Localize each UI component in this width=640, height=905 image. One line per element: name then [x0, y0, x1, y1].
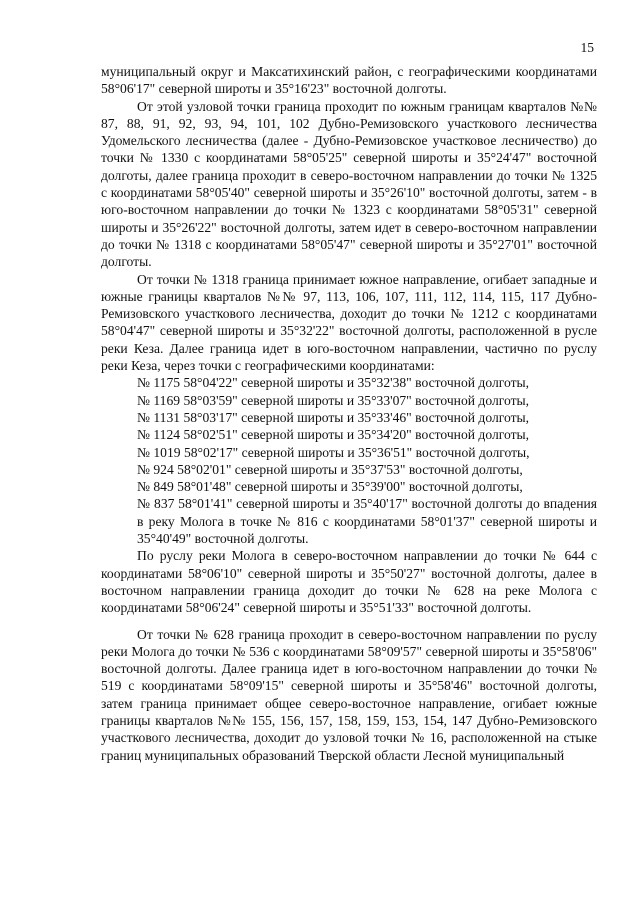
coordinate-item: № 837 58°01'41" северной широты и 35°40'17" восточной долготы до впадения в реку Молога в точке № 816 с координатами 58°01'37" северной широты и 35°40'49" восточной долготы.: [137, 496, 597, 547]
coordinate-item: № 924 58°02'01" северной широты и 35°37'53" восточной долготы,: [137, 461, 523, 477]
coordinates-list: [101, 374, 597, 547]
coordinate-item: № 1124 58°02'51" северной широты и 35°34'20" восточной долготы,: [137, 427, 530, 443]
coordinate-item: № 1019 58°02'17" северной широты и 35°36'51" восточной долготы,: [137, 444, 530, 460]
paragraph-2: От этой узловой точки граница проходит по южным границам кварталов №№ 87, 88, 91, 92, 93, 94, 101, 102 Дубно-Ремизовского участкового лесничества Удомельского лесничества (далее - Дубно-Ремизовское участковое лесничество) до точки № 1330 с координатами 58°05'25" северной широты и 35°24'47" восточной долготы, далее граница проходит в северо-восточном направлении до точки № 1325 с координатами 58°05'40" северной широты и 35°26'10" восточной долготы, затем - в юго-восточном направлении до точки № 1323 с координатами 58°05'31" северной широты и 35°26'22" восточной долготы, затем идет в северо-восточном направлении до точки № 1318 с координатами 58°05'47" северной широты и 35°27'01" восточной долготы.: [101, 98, 597, 270]
paragraph-1: муниципальный округ и Максатихинский район, с географическими координатами 58°06'17" северной широты и 35°16'23" восточной долготы.: [101, 64, 597, 97]
paragraph-5: От точки № 628 граница проходит в северо-восточном направлении по руслу реки Молога до точки № 536 с координатами 58°09'57" северной широты и 35°58'06" восточной долготы. Далее граница идет в юго-восточном направлении до точки № 519 с координатами 58°09'15" северной широты и 35°58'46" восточной долготы, затем граница принимает общее северо-восточное направление, огибает южные границы кварталов №№ 155, 156, 157, 158, 159, 153, 154, 147 Дубно-Ремизовского участкового лесничества, доходит до узловой точки № 16, расположенной на стыке границ муниципальных образований Тверской области Лесной муниципальный: [101, 626, 597, 763]
document-body: [101, 63, 597, 764]
coordinate-item: № 849 58°01'48" северной широты и 35°39'00" восточной долготы,: [137, 479, 523, 495]
coordinate-item: № 1169 58°03'59" северной широты и 35°33'07" восточной долготы,: [137, 392, 530, 408]
page-number: 15: [580, 40, 594, 55]
coordinate-item: № 1175 58°04'22" северной широты и 35°32'38" восточной долготы,: [137, 375, 530, 391]
paragraph-4: По руслу реки Молога в северо-восточном направлении до точки № 644 с координатами 58°06'10" северной широты и 35°50'27" восточной долготы, далее в восточном направлении граница доходит до точки № 628 на реке Молога с координатами 58°06'24" северной широты и 35°51'33" восточной долготы.: [101, 548, 597, 616]
paragraph-3: От точки № 1318 граница принимает южное направление, огибает западные и южные границы кварталов №№ 97, 113, 106, 107, 111, 112, 114, 115, 117 Дубно-Ремизовского участкового лесничества, доходит до точки № 1212 с координатами 58°04'47" северной широты и 35°32'22" восточной долготы, расположенной в русле реки Кеза. Далее граница идет в юго-восточном направлении, частично по руслу реки Кеза, через точки с географическими координатами:: [101, 271, 597, 374]
coordinate-item: № 1131 58°03'17" северной широты и 35°33'46" восточной долготы,: [137, 409, 530, 425]
